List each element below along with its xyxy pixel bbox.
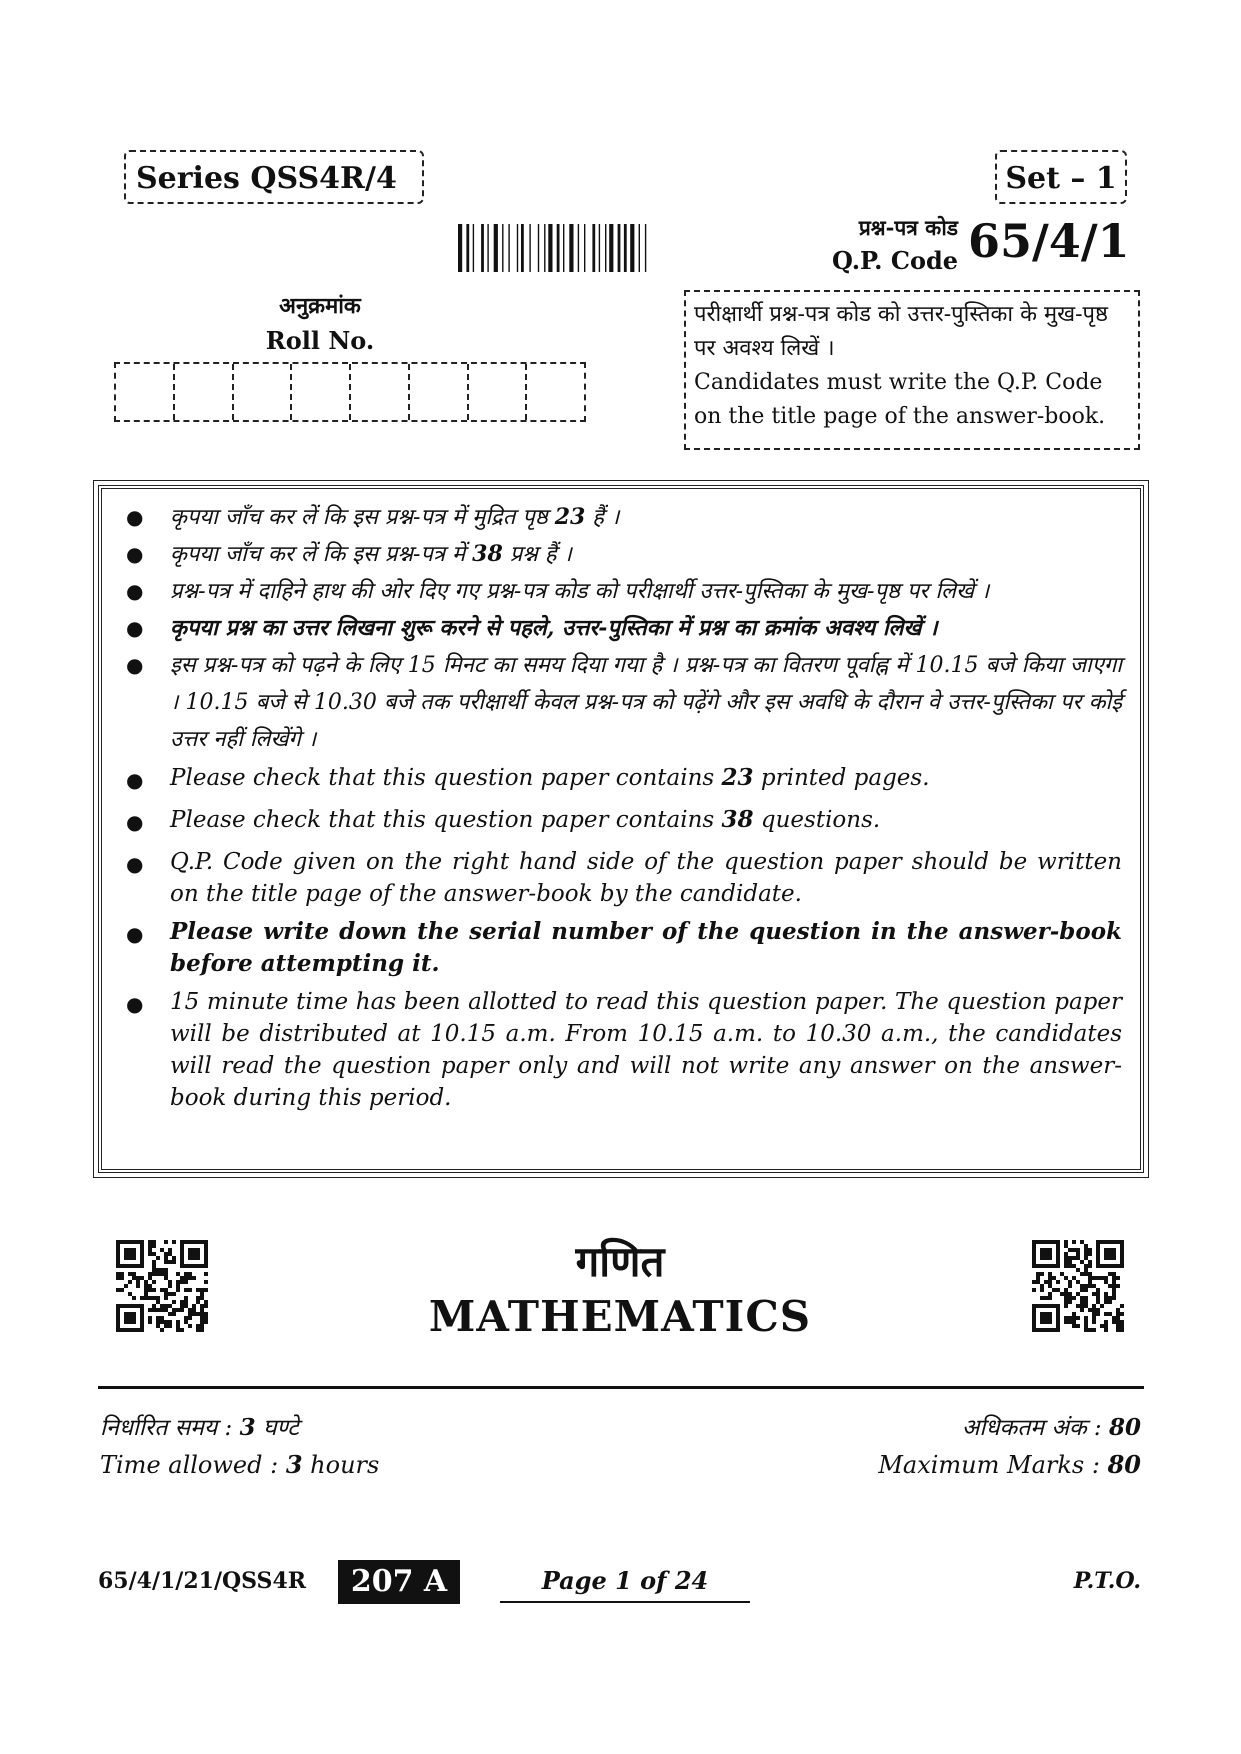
series-label: Series QSS4R/4 [124, 150, 424, 204]
bullet-icon: ● [126, 922, 144, 946]
instruction-item [126, 536, 1122, 573]
label-text: निर्धारित समय : [100, 1415, 240, 1441]
label-text: Time allowed : [100, 1451, 286, 1479]
paper-badge: 207 A [338, 1560, 460, 1604]
subject-title-hindi: गणित [575, 1237, 665, 1286]
bullet-icon: ● [126, 852, 144, 876]
instruction-item [126, 610, 1122, 647]
qr-code-icon [1032, 1240, 1124, 1332]
subject-title: MATHEMATICS [428, 1292, 812, 1341]
instruction-text: Please check that this question paper contains [170, 765, 722, 791]
bullet-icon: ● [126, 616, 144, 640]
instruction-text: Please write down the serial number of the question in the answer-book before attempting it. [170, 918, 1122, 977]
bullet-icon: ● [126, 768, 144, 792]
instruction-text: printed pages. [753, 765, 930, 791]
paper-code-footer: 65/4/1/21/QSS4R [98, 1568, 307, 1594]
label-text: घण्टे [255, 1415, 299, 1441]
instruction-item [126, 804, 1122, 840]
label-text: Maximum Marks : [878, 1451, 1108, 1479]
roll-number-label: Roll No. [265, 326, 375, 355]
instruction-text: कृपया जाँच कर लें कि इस प्रश्न-पत्र में [170, 542, 473, 567]
time-allowed-hindi [100, 1410, 299, 1442]
divider [98, 1386, 1144, 1389]
instruction-text: इस प्रश्न-पत्र को पढ़ने के लिए 15 मिनट का समय दिया गया है । प्रश्न-पत्र का वितरण पूर्वाह्न में 10.15 बजे किया जाएगा । 10.15 बजे से 10.30 बजे तक परीक्षार्थी केवल प्रश्न-पत्र को पढ़ेंगे और इस अवधि के दौरान वे उत्तर-पुस्तिका पर कोई उत्तर नहीं लिखेंगे । [170, 653, 1122, 752]
qp-code-note-hindi: परीक्षार्थी प्रश्न-पत्र कोड को उत्तर-पुस्तिका के मुख-पृष्ठ पर अवश्य लिखें । [694, 302, 1108, 361]
bullet-icon: ● [126, 579, 144, 603]
instruction-text: कृपया प्रश्न का उत्तर लिखना शुरू करने से पहले, उत्तर-पुस्तिका में प्रश्न का क्रमांक अवश्य लिखें । [170, 615, 938, 641]
set-label: Set – 1 [995, 150, 1127, 204]
roll-number-cell[interactable] [175, 364, 234, 420]
instruction-text: questions. [753, 807, 881, 833]
instruction-text: प्रश्न-पत्र में दाहिने हाथ की ओर दिए गए प्रश्न-पत्र कोड को परीक्षार्थी उत्तर-पुस्तिका के मुख-पृष्ठ पर लिखें । [170, 579, 990, 604]
maximum-marks [878, 1450, 1141, 1479]
qp-code-label-hindi: प्रश्न-पत्र कोड [858, 215, 958, 240]
roll-number-cell[interactable] [292, 364, 351, 420]
value-text: 80 [1107, 1450, 1141, 1479]
qp-code-note-english: Candidates must write the Q.P. Code on the title page of the answer-book. [694, 370, 1106, 429]
instruction-number: 23 [721, 764, 754, 791]
barcode-image [458, 224, 686, 272]
instruction-item [126, 499, 1122, 536]
instruction-text: प्रश्न हैं । [502, 542, 572, 567]
page-number: Page 1 of 24 [500, 1566, 750, 1603]
roll-number-cell[interactable] [410, 364, 469, 420]
value-text: 3 [239, 1414, 256, 1441]
instruction-text: Please check that this question paper contains [170, 807, 722, 833]
bullet-icon: ● [126, 542, 144, 566]
roll-number-cell[interactable] [527, 364, 584, 420]
bullet-icon: ● [126, 653, 144, 677]
qp-code-note-box [684, 290, 1140, 450]
label-text: hours [302, 1451, 380, 1479]
instruction-text: Q.P. Code given on the right hand side of the question paper should be written on the title page of the answer-book by the candidate. [170, 849, 1122, 907]
instruction-item [126, 762, 1122, 798]
bullet-icon: ● [126, 992, 144, 1016]
roll-number-cell[interactable] [469, 364, 528, 420]
qr-code-icon [116, 1240, 208, 1332]
instruction-item [126, 573, 1122, 610]
instruction-number: 23 [554, 504, 586, 530]
roll-number-cell[interactable] [116, 364, 175, 420]
instruction-number: 38 [472, 541, 503, 567]
qp-code-value: 65/4/1 [968, 214, 1130, 268]
value-text: 3 [285, 1450, 303, 1479]
instruction-number: 38 [721, 806, 754, 833]
bullet-icon: ● [126, 505, 144, 529]
qp-code-label: Q.P. Code [831, 246, 958, 275]
maximum-marks-hindi [962, 1410, 1141, 1442]
label-text: अधिकतम अंक : [961, 1415, 1109, 1441]
value-text: 80 [1108, 1414, 1141, 1441]
instructions-box [98, 485, 1144, 1173]
time-allowed [100, 1450, 379, 1479]
bullet-icon: ● [126, 810, 144, 834]
roll-number-grid [114, 362, 586, 422]
roll-number-label-hindi: अनुक्रमांक [279, 293, 361, 319]
instruction-item [126, 916, 1122, 980]
roll-number-cell[interactable] [351, 364, 410, 420]
instruction-item [126, 647, 1122, 758]
instruction-item [126, 986, 1122, 1114]
instruction-text: कृपया जाँच कर लें कि इस प्रश्न-पत्र में मुद्रित पृष्ठ [170, 505, 555, 530]
instruction-text: हैं । [585, 505, 620, 530]
roll-number-cell[interactable] [234, 364, 293, 420]
please-turn-over: P.T.O. [1073, 1568, 1141, 1594]
instruction-text: 15 minute time has been allotted to read this question paper. The question paper will be distributed at 10.15 a.m. From 10.15 a.m. to 10.30 a.m., the candidates will read the question paper only and will not write any answer on the answer-book during this period. [170, 989, 1122, 1111]
instruction-item [126, 846, 1122, 910]
